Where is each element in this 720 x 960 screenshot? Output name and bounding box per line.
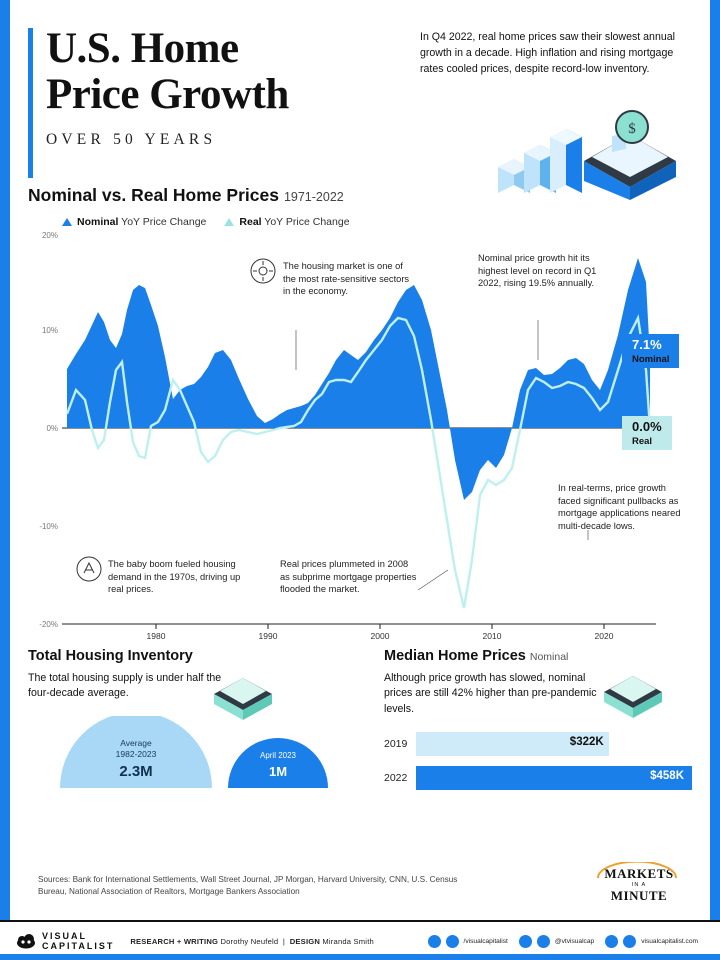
- logo-visual: VISUAL: [42, 930, 88, 941]
- real-value: 0.0%: [632, 419, 662, 434]
- main-chart-section: [10, 185, 710, 640]
- credits-label: RESEARCH + WRITING: [130, 936, 219, 946]
- design-label: DESIGN: [289, 936, 321, 946]
- bar-year-2022: 2022: [384, 772, 408, 785]
- title-accent-bar: [28, 28, 33, 178]
- svg-text:2010: 2010: [482, 631, 502, 640]
- twitter-icon[interactable]: [519, 935, 532, 948]
- inventory-gauges: [28, 716, 358, 794]
- median-price-panel: [384, 648, 692, 799]
- bar-value-2019: $322K: [569, 736, 604, 749]
- chart-legend: [28, 216, 692, 228]
- facebook-icon[interactable]: [428, 935, 441, 948]
- left-rail: [0, 0, 10, 920]
- right-rail: [710, 0, 720, 920]
- bar-track: [416, 732, 692, 756]
- annotation-subprime: Real prices plummeted in 2008 as subprime mortgage properties flooded the market.: [280, 559, 417, 595]
- svg-text:April 2023: April 2023: [259, 750, 297, 760]
- median-title-tag: Nominal: [529, 651, 569, 663]
- bar-value-2022: $458K: [650, 770, 684, 783]
- bottom-panels: [10, 648, 710, 799]
- svg-text:2000: 2000: [370, 631, 390, 640]
- instagram-handle: @vtvisualcap: [554, 937, 595, 945]
- tiktok-icon[interactable]: [605, 935, 618, 948]
- bar-row: [384, 765, 692, 791]
- inventory-panel: [28, 648, 358, 799]
- youtube-icon[interactable]: [446, 935, 459, 948]
- legend-real-bold: Real: [239, 216, 262, 228]
- footer-bottom-bar: [0, 954, 720, 960]
- intro-paragraph: In Q4 2022, real home prices saw their slowest annual growth in a decade. High inflation and rising mortgage rates cooled prices, despite record-low inventory.: [420, 31, 675, 75]
- svg-text:1980: 1980: [146, 631, 166, 640]
- legend-nominal-rest: YoY Price Change: [118, 216, 207, 228]
- svg-text:$: $: [628, 121, 636, 137]
- svg-text:Average: Average: [120, 737, 152, 748]
- svg-text:20%: 20%: [41, 231, 58, 240]
- header: [10, 0, 710, 185]
- nominal-value-callout: [622, 334, 679, 368]
- credits-value: Dorothy Neufeld: [220, 936, 279, 946]
- page-subtitle: OVER 50 YEARS: [46, 131, 217, 149]
- legend-real-rest: YoY Price Change: [261, 216, 350, 228]
- svg-text:1990: 1990: [258, 631, 278, 640]
- logo-line3: MINUTE: [610, 888, 668, 903]
- legend-nominal-bold: Nominal: [77, 216, 119, 228]
- svg-text:10%: 10%: [41, 326, 58, 335]
- inventory-body: The total housing supply is under half the four-decade average.: [28, 672, 222, 700]
- triangle-marker-icon: [62, 218, 72, 226]
- bar-track: [416, 766, 692, 790]
- design-value: Miranda Smith: [322, 936, 374, 946]
- annotation-baby-boom: The baby boom fueled housing demand in the 1970s, driving up real prices.: [108, 559, 241, 595]
- svg-text:-10%: -10%: [39, 522, 58, 531]
- website-handle: visualcapitalist.com: [641, 937, 698, 945]
- inventory-gauge-svg: [28, 716, 358, 794]
- real-value-label: Real: [632, 436, 653, 447]
- page-title-line2: Price Growth: [46, 70, 289, 118]
- logo-line2: IN A: [631, 882, 647, 888]
- median-title-text: Median Home Prices: [384, 648, 526, 664]
- real-value-callout: [622, 416, 672, 450]
- bar-row: [384, 731, 692, 757]
- chart-title-range: 1971-2022: [283, 190, 344, 204]
- svg-text:-20%: -20%: [39, 620, 58, 629]
- youtube-handle: /visualcapitalist: [463, 937, 508, 945]
- annotation-pullbacks: In real-terms, price growth faced significant pullbacks as mortgage applications neared multi-decade lows.: [558, 483, 681, 531]
- median-price-bars: [384, 731, 692, 791]
- logo-arc-icon: [594, 862, 680, 878]
- triangle-marker-icon: [224, 218, 234, 226]
- page-title-line1: U.S. Home: [46, 25, 239, 72]
- svg-text:2020: 2020: [594, 631, 614, 640]
- gear-icon: [250, 258, 276, 284]
- visual-capitalist-logo[interactable]: [16, 931, 114, 952]
- nominal-value: 7.1%: [632, 337, 662, 352]
- svg-text:1982-2023: 1982-2023: [115, 748, 157, 759]
- svg-text:2.3M: 2.3M: [119, 762, 153, 780]
- link-icon[interactable]: [623, 935, 636, 948]
- page-title: [46, 26, 398, 117]
- chart-title: Nominal vs. Real Home Prices: [28, 185, 279, 205]
- svg-text:1M: 1M: [268, 763, 288, 779]
- inventory-title: Total Housing Inventory: [28, 648, 193, 664]
- logo-text: [42, 931, 114, 952]
- footer-credits: RESEARCH + WRITING Dorothy Neufeld | DESIGN Miranda Smith: [130, 936, 374, 946]
- chart-plot-area: [28, 230, 692, 640]
- legend-item-nominal: [62, 216, 206, 228]
- logo-capitalist: CAPITALIST: [42, 941, 115, 951]
- markets-in-a-minute-logo: [596, 866, 682, 904]
- instagram-icon[interactable]: [537, 935, 550, 948]
- annotation-rate-sensitive: The housing market is one of the most rate-sensitive sectors in the economy.: [283, 261, 410, 297]
- baby-icon: [76, 556, 102, 582]
- content-area: [10, 0, 710, 920]
- bar-year-2019: 2019: [384, 738, 408, 751]
- legend-item-real: [224, 216, 349, 228]
- svg-text:0%: 0%: [46, 424, 58, 433]
- cloud-logo-icon: [16, 932, 36, 950]
- annotation-record-high: Nominal price growth hit its highest level on record in Q1 2022, rising 19.5% annually.: [478, 253, 597, 289]
- sources-text: Sources: Bank for International Settlements, Wall Street Journal, JP Morgan, Harvard University, CNN, U.S. Census Bureau, National Association of Realtors, Mortgage Bankers Association: [38, 875, 458, 897]
- median-body: Although price growth has slowed, nominal prices are still 42% higher than pre-pandemic levels.: [384, 672, 597, 715]
- title-block: [28, 26, 398, 149]
- house-icon: [596, 662, 670, 718]
- footer-socials: [428, 935, 704, 948]
- house-icon: [206, 664, 280, 720]
- logo-line1: MARKETS: [604, 866, 674, 881]
- nominal-value-label: Nominal: [632, 354, 670, 365]
